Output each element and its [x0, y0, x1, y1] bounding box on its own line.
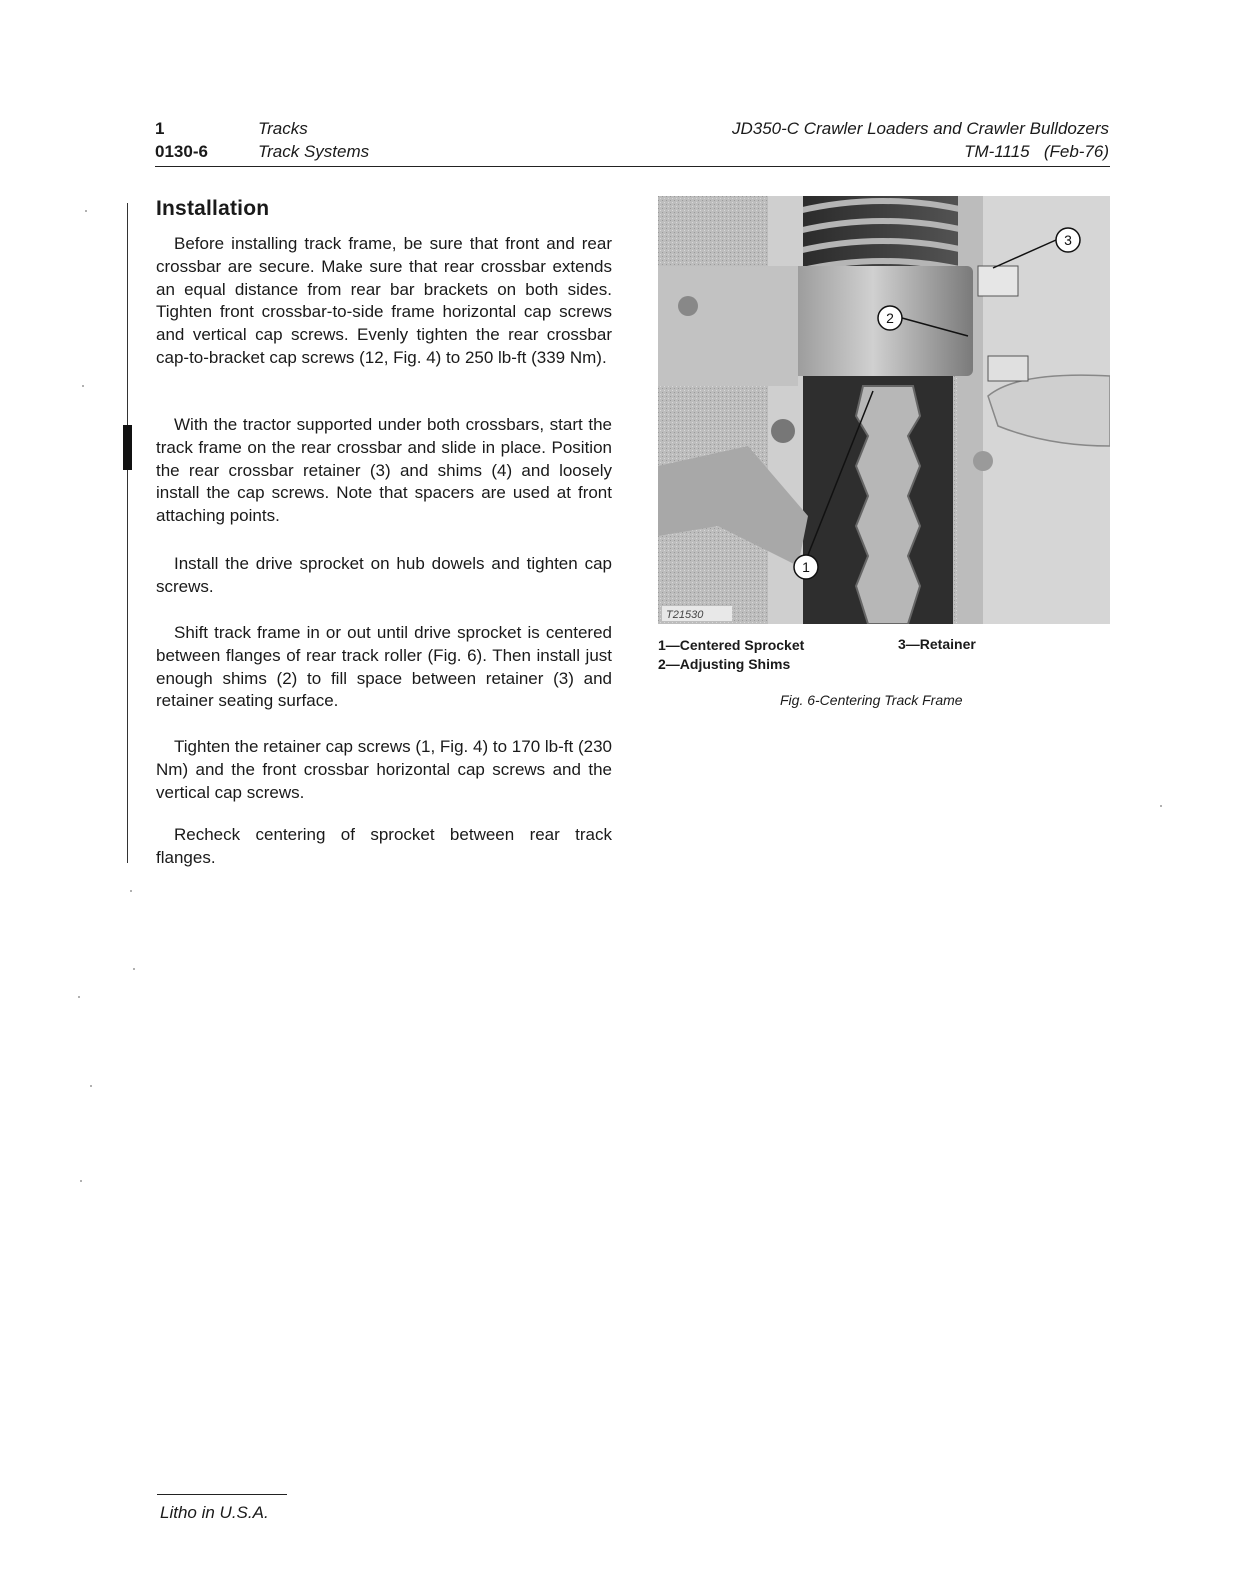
paragraph-2: With the tractor supported under both crossbars, start the track frame on the rear crossbar and slide in place. Position the rear crossbar retainer (3) and shims (4) and loosely install the cap screws. Note that spacers are used at front attaching points. — [156, 415, 612, 526]
paragraph-3: Install the drive sprocket on hub dowels and tighten cap screws. — [156, 554, 612, 596]
scan-speck — [130, 890, 132, 892]
callout-1-label: 1 — [802, 559, 810, 575]
section-number: 1 — [155, 119, 165, 138]
scan-speck — [85, 210, 87, 212]
legend-item-2: 2—Adjusting Shims — [658, 656, 791, 672]
section-heading: Installation — [156, 197, 270, 220]
callout-2-marker — [878, 306, 902, 330]
paragraph-6: Recheck centering of sprocket between rear track flanges. — [156, 825, 612, 867]
callout-1-marker — [794, 555, 818, 579]
manual-title: JD350-C Crawler Loaders and Crawler Bulldozers — [732, 119, 1109, 138]
revision-bar — [127, 203, 128, 863]
subsection-title: Track Systems — [258, 142, 370, 161]
footer-text: Litho in U.S.A. — [160, 1503, 269, 1522]
section-title: Tracks — [258, 119, 308, 138]
manual-code: TM-1115 — [964, 142, 1030, 161]
callout-3-label: 3 — [1064, 232, 1072, 248]
paragraph-5: Tighten the retainer cap screws (1, Fig. 4) to 170 lb-ft (230 Nm) and the front crossbar horizontal cap screws and the vertical cap screws. — [156, 737, 612, 802]
footer-rule — [157, 1494, 287, 1495]
revision-mark — [123, 425, 132, 470]
header-rule — [155, 166, 1110, 167]
scan-speck — [1160, 805, 1162, 807]
legend-item-3: 3—Retainer — [898, 636, 976, 652]
paragraph-1: Before installing track frame, be sure that front and rear crossbar are secure. Make sure that rear crossbar extends an equal distance from rear bar brackets on both sides. Tighten front crossbar-to-side frame horizontal cap screws and vertical cap screws. Evenly tighten the rear crossbar cap-to-bracket cap screws (12, Fig. 4) to 250 lb-ft (339 Nm). — [156, 234, 612, 367]
callout-3-marker — [1056, 228, 1080, 252]
scan-speck — [82, 385, 84, 387]
figure-legend-left — [658, 636, 804, 674]
figure-title: Fig. 6-Centering Track Frame — [780, 692, 963, 708]
callout-2-label: 2 — [886, 310, 894, 326]
scan-speck — [78, 996, 80, 998]
legend-item-1: 1—Centered Sprocket — [658, 637, 805, 653]
photo-code: T21530 — [666, 609, 704, 621]
scan-speck — [80, 1180, 82, 1182]
paragraph-4: Shift track frame in or out until drive sprocket is centered between flanges of rear track roller (Fig. 6). Then install just enough shims (2) to fill space between retainer (3) and retainer seating surface. — [156, 623, 612, 711]
page-code: 0130-6 — [155, 142, 208, 161]
figure-photo — [658, 196, 1110, 624]
scan-speck — [90, 1085, 92, 1087]
scan-speck — [133, 968, 135, 970]
manual-date: (Feb-76) — [1043, 142, 1109, 161]
track-frame-photo-illustration — [658, 196, 1110, 624]
manual-code-date — [964, 142, 1109, 162]
